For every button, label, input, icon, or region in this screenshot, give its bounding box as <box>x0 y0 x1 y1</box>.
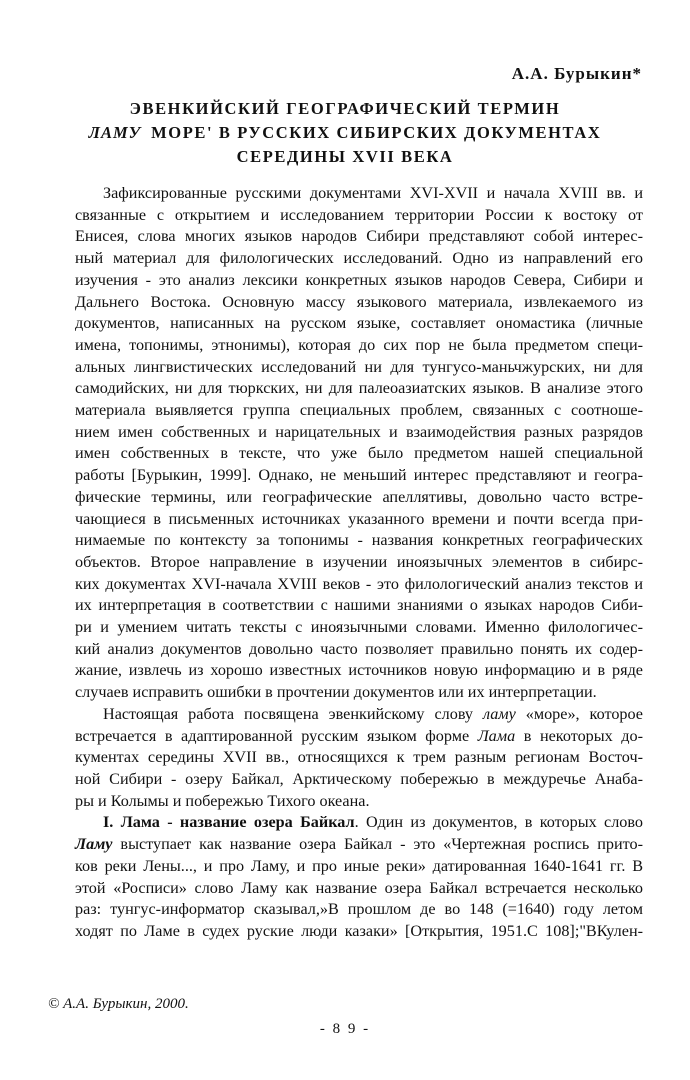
text-line: ной Сибири - озеру Байкал, Арктическому побережью в междуречье Анаба- <box>75 769 643 788</box>
text-line: их интерпретация в соответствии с нашими знаниями о языках народов Сиби- <box>75 596 643 615</box>
text-line: Дальнего Востока. Основную массу языкового материала, извлекаемого из <box>75 292 643 311</box>
section-heading: I. Лама - название озера Байкал <box>103 813 355 832</box>
text-line: документов, написанных на русском языке, составляет ономастика (личные <box>75 314 643 333</box>
text-line: нием имен собственных и нарицательных и взаимодействия разных разрядов <box>75 422 643 441</box>
text-line: I. Лама - название озера Байкал. Один из документов, в которых слово <box>103 813 644 832</box>
title-line-3: СЕРЕДИНЫ XVII ВЕКА <box>236 147 454 166</box>
title-line-2-rest: МОРЕ' В РУССКИХ СИБИРСКИХ ДОКУМЕНТАХ <box>151 123 602 142</box>
text-line: раз: тунгус-информатор сказывал,»В прошлом де во 148 (=1640) году летом <box>75 900 643 919</box>
text-line: кументах середины XVII вв., относящихся к трем разным регионам Восточ- <box>75 748 643 767</box>
text-line: ри и умением читать тексты с иноязычными словами. Именно филологичес- <box>75 618 643 637</box>
paragraph-3 <box>75 812 643 942</box>
text-line: объектов. Второе направление в изучении иноязычных элементов в сибирс- <box>75 552 643 571</box>
article-title <box>48 97 642 169</box>
text-line: имена, топонимы, этнонимы), которая до сих пор не была предметом специ- <box>75 335 643 354</box>
title-italic-term: ЛАМУ <box>88 123 142 142</box>
paragraph-2 <box>75 704 643 813</box>
text-line: Зафиксированные русскими документами XVI-XVII и начала XVIII вв. и <box>103 184 643 202</box>
text-line: этой «Росписи» слово Ламу как название озера Байкал встречается несколько <box>75 878 643 897</box>
text-line: связанные с открытием и исследованием территории России к востоку от <box>75 205 643 224</box>
text-line: ков реки Лены..., и про Ламу, и про иные реки» датированная 1640-1641 гг. В <box>75 856 643 875</box>
text-line: жание, извлечь из хорошо известных источников новую информацию и в ряде <box>75 661 643 680</box>
text-line: ный материал для филологических исследований. Одно из направлений его <box>75 249 643 268</box>
text-line: чающиеся в письменных источниках указанного времени и почти всегда при- <box>75 509 643 528</box>
bold-italic-word: Ламу <box>75 835 113 854</box>
text-line: работы [Бурыкин, 1999]. Однако, не меньший интерес представляют и геогра- <box>75 466 643 485</box>
text-line: Енисея, слова многих языков народов Сибири представляют собой интерес- <box>75 227 643 246</box>
text-line: фические термины, или географические апеллятивы, довольно часто встре- <box>75 487 643 506</box>
title-line-2 <box>48 121 642 145</box>
page-number: - 8 9 - <box>319 1021 371 1037</box>
text-line: самодийских, ни для тюркских, ни для палеоазиатских языков. В анализе этого <box>75 379 643 398</box>
text-line: нимаемые по контексту за топонимы - названия конкретных географических <box>75 531 643 550</box>
author-name: А.А. Бурыкин* <box>511 64 642 83</box>
text-line: встречается в адаптированной русским языком форме Лама в некоторых до- <box>75 726 643 745</box>
text-line: случаев исправить ошибки в прочтении документов или их интерпретации. <box>75 683 597 702</box>
italic-word: ламу <box>482 704 516 723</box>
text-line: изучения - это анализ лексики конкретных языков народов Севера, Сибири и <box>75 270 643 289</box>
italic-word: Лама <box>477 726 516 745</box>
text-line: ры и Колымы и побережью Тихого океана. <box>75 791 370 810</box>
text-line: ходят по Ламе в судех руские люди казаки» [Открытия, 1951.С 108];"ВКулен- <box>75 921 643 940</box>
paragraph-1 <box>75 183 643 704</box>
text-line: ких документах XVI-начала XVIII веков - это филологический анализ текстов и <box>75 574 643 593</box>
title-line-1: ЭВЕНКИЙСКИЙ ГЕОГРАФИЧЕСКИЙ ТЕРМИН <box>129 99 561 118</box>
copyright-notice: © А.А. Бурыкин, 2000. <box>48 996 189 1012</box>
article-body <box>75 183 643 943</box>
text-line: материала выявляется группа специальных проблем, связанных с соотноше- <box>75 401 643 420</box>
text-line: кий анализ документов довольно часто позволяет правильно понять их содер- <box>75 639 643 658</box>
text-line: Ламу выступает как название озера Байкал - это «Чертежная роспись прито- <box>75 835 643 854</box>
text-line: Настоящая работа посвящена эвенкийскому слову ламу «море», которое <box>103 704 643 723</box>
text-line: имен собственных в тексте, что уже было предметом нашей специальной <box>75 444 643 463</box>
text-line: альных лингвистических исследований ни для тунгусо-маньчжурских, ни для <box>75 357 643 376</box>
